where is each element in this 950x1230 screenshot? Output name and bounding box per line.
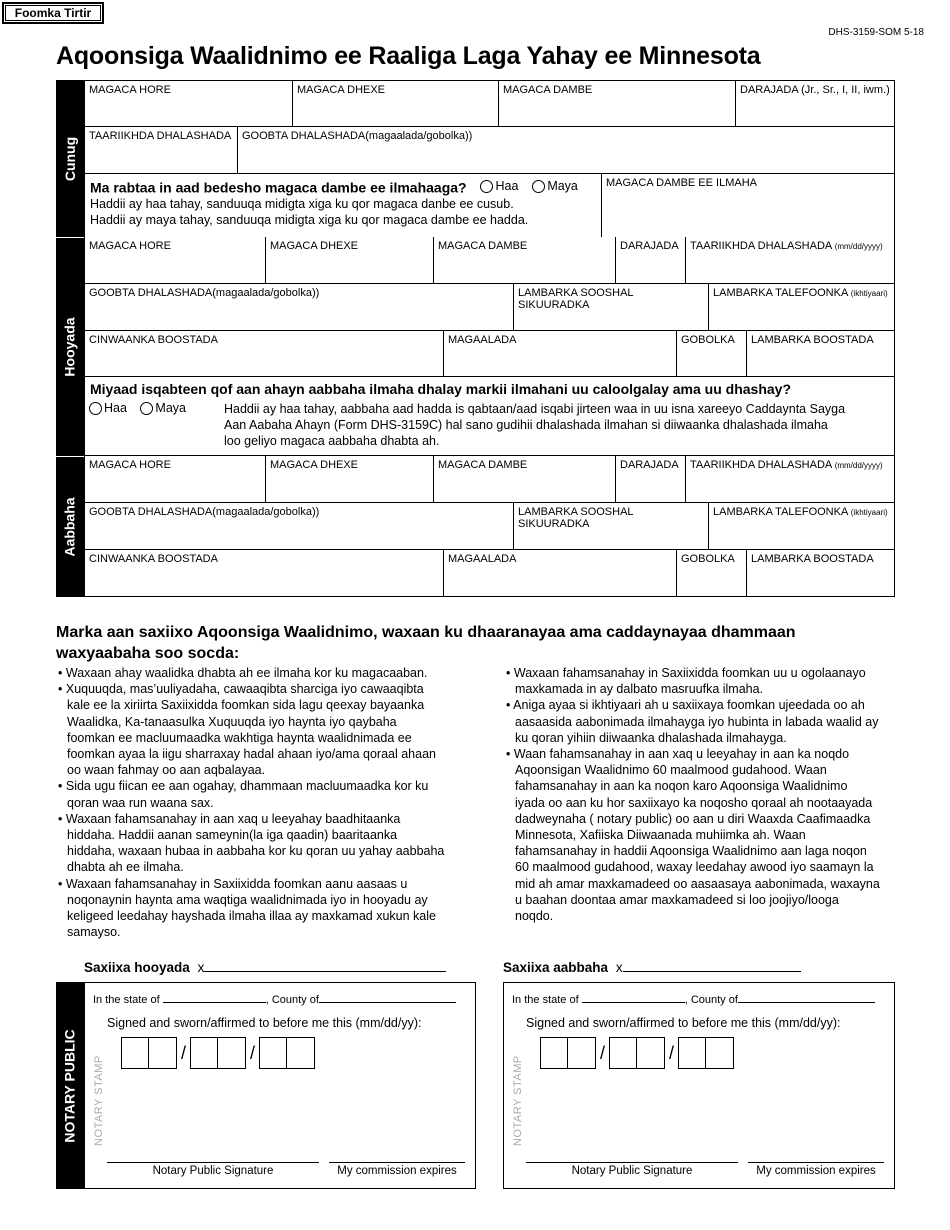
date-box[interactable]: [568, 1037, 596, 1069]
notary-commission-label: My commission expires: [756, 1165, 876, 1177]
notary-signature-line[interactable]: [526, 1162, 738, 1163]
clear-form-button[interactable]: Foomka Tirtir: [2, 2, 104, 24]
radio-circle-icon: [532, 180, 545, 193]
instruction-line: keligeed leedahay hayshada ilmaha illaa ay maxkamad xukun kale: [67, 909, 436, 924]
mother-phone-label: LAMBARKA TALEFOONKA: [713, 287, 848, 299]
child-grid: [84, 80, 895, 237]
child-suffix-field[interactable]: DARAJADA (Jr., Sr., I, II, iwm.): [736, 81, 895, 127]
instructions-heading: [56, 622, 856, 664]
father-birth-date-field[interactable]: [686, 456, 895, 503]
instruction-item: [505, 665, 905, 697]
mother-section-band: [56, 237, 84, 456]
instruction-line: Waxaan ahay waalidka dhabta ah ee ilmaha kor ku magacaaban.: [65, 666, 428, 680]
instruction-line: Waxaan fahamsanahay in aan xaq u leeyahay baadhitaanka: [65, 811, 401, 826]
date-slash: /: [181, 1042, 187, 1063]
father-first-name-field[interactable]: MAGACA HORE: [85, 456, 266, 503]
radio-circle-icon: [89, 402, 102, 415]
form-id: DHS-3159-SOM 5-18: [828, 27, 924, 38]
instruction-item: [505, 697, 905, 746]
mother-marriage-question: [85, 377, 895, 456]
mother-married-yes-radio[interactable]: [89, 401, 127, 415]
father-city-field[interactable]: MAGAALADA: [444, 550, 677, 597]
father-phone-label: LAMBARKA TALEFOONKA: [713, 506, 848, 518]
notary-county-of: , County of: [265, 994, 319, 1006]
date-box[interactable]: [637, 1037, 665, 1069]
date-box[interactable]: [190, 1037, 218, 1069]
instruction-line: mid ah amar maxkamadeed oo aasaasaya aabonimada, waxayna: [515, 876, 880, 891]
instruction-line: noqonaynin haynta ama waqtiga waalidnimada iyo in hooyadu ay: [67, 892, 428, 907]
instruction-line: dhabta ah ee ilmaha.: [67, 860, 184, 875]
mother-notary-stamp-label: NOTARY STAMP: [93, 1055, 105, 1146]
date-box[interactable]: [540, 1037, 568, 1069]
mother-signature-line[interactable]: [204, 960, 446, 972]
mother-zip-field[interactable]: LAMBARKA BOOSTADA: [747, 331, 895, 377]
father-ssn-field[interactable]: LAMBARKA SOOSHAL SIKUURADKA: [514, 503, 709, 550]
mother-signature-x: x: [197, 960, 205, 975]
father-notary-sworn-text: Signed and sworn/affirmed to before me this (mm/dd/yy):: [526, 1016, 841, 1030]
notary-commission-line[interactable]: [329, 1162, 465, 1163]
mother-birth-place-field[interactable]: GOOBTA DHALASHADA(magaalada/gobolka)): [85, 284, 514, 331]
instruction-line: Aniga ayaa si ikhtiyaari ah u saxiixaya foomkan ujeedada oo ah: [513, 698, 865, 713]
instruction-line: Sida ugu fiican ee aan ogahay, dhammaan macluumaadka kor ku: [65, 779, 429, 794]
notary-band-label: NOTARY PUBLIC: [62, 1028, 78, 1143]
instruction-line: Waan fahamsanahay in aan xaq u leeyahay in aan ka noqdo: [513, 747, 850, 762]
mother-grid: [84, 237, 895, 456]
date-box[interactable]: [706, 1037, 734, 1069]
mother-notary-state-county[interactable]: [93, 994, 456, 1006]
father-last-name-field[interactable]: MAGACA DAMBE: [434, 456, 616, 503]
notary-signature-label: Notary Public Signature: [571, 1165, 693, 1177]
father-section-label: Aabbaha: [62, 497, 78, 557]
child-middle-name-field[interactable]: MAGACA DHEXE: [293, 81, 499, 127]
father-birth-place-field[interactable]: GOOBTA DHALASHADA(magaalada/gobolka)): [85, 503, 514, 550]
child-section-band: [56, 80, 84, 237]
mother-question-text: Miyaad isqabteen qof aan ahayn aabbaha ilmaha dhalay markii ilmahani uu caloolgalay ama uu dhashay?: [90, 381, 791, 397]
date-slash: /: [669, 1042, 675, 1063]
mother-notary-date-boxes[interactable]: [121, 1037, 315, 1069]
date-box[interactable]: [259, 1037, 287, 1069]
father-notary-date-boxes[interactable]: [540, 1037, 734, 1069]
mother-signature-row[interactable]: [84, 960, 446, 975]
instruction-line: aasaasida aabonimada ilmahayga iyo hubinta in labada waalid ay: [515, 714, 879, 729]
notary-state-line[interactable]: [163, 994, 266, 1003]
father-notary-stamp-label: NOTARY STAMP: [512, 1055, 524, 1146]
date-slash: /: [250, 1042, 256, 1063]
notary-county-of: , County of: [684, 994, 738, 1006]
instructions-heading-line-1: Marka aan saxiixo Aqoonsiga Waalidnimo, waxaan ku dhaaranayaa ama caddaynayaa dhammaan: [56, 624, 796, 641]
child-surname-question: [85, 174, 602, 238]
mother-address-field[interactable]: CINWAANKA BOOSTADA: [85, 331, 444, 377]
notary-signature-label: Notary Public Signature: [152, 1165, 274, 1177]
instruction-line: ku qoran yihiin diiwaanka dhalashada ilmahayga.: [515, 730, 787, 745]
instruction-item: [57, 665, 477, 681]
notary-county-line[interactable]: [319, 994, 456, 1003]
mother-suffix-field[interactable]: DARAJADA: [616, 237, 686, 284]
instruction-line: Xuquuqda, mas’uuliyadaha, cawaaqibta sharciga iyo cawaaqibta: [65, 682, 424, 697]
child-surname-question-text: Ma rabtaa in aad bedesho magaca dambe ee ilmahaaga?: [90, 179, 467, 196]
child-birth-place-field[interactable]: GOOBTA DHALASHADA(magaalada/gobolka)): [238, 127, 895, 174]
child-last-name-field[interactable]: MAGACA DAMBE: [499, 81, 736, 127]
notary-band: [56, 982, 84, 1189]
father-grid: [84, 456, 895, 597]
child-first-name-field[interactable]: MAGACA HORE: [85, 81, 293, 127]
father-notary-state-county[interactable]: [512, 994, 875, 1006]
instruction-line: Waxaan fahamsanahay in Saxiixidda foomkan uu u ogolaanayo: [513, 666, 866, 680]
radio-circle-icon: [480, 180, 493, 193]
instruction-line: maxkamada in ay dalbato masruufka ilmaha.: [515, 682, 764, 697]
instructions-heading-line-2: waxyaabaha soo socda:: [56, 645, 240, 662]
father-middle-name-field[interactable]: MAGACA DHEXE: [266, 456, 434, 503]
instruction-line: Aqoonsigan Waalidnimo 60 maalmood gudahood. Waan: [515, 763, 827, 778]
instruction-line: fahamsanahay in aan ka noqon karo Aqoonsiga Waalidnimo: [515, 779, 848, 794]
father-birth-date-format: (mm/dd/yyyy): [834, 461, 883, 470]
child-no-label: Maya: [547, 179, 578, 193]
child-new-last-name-field[interactable]: MAGACA DAMBE EE ILMAHA: [602, 174, 895, 238]
instruction-line: Waxaan fahamsanahay in Saxiixidda foomkan aanu aasaas u: [65, 876, 408, 891]
date-box[interactable]: [121, 1037, 149, 1069]
mother-notary-box: [84, 982, 476, 1189]
mother-yes-label: Haa: [104, 401, 127, 415]
page-title: Aqoonsiga Waalidnimo ee Raaliga Laga Yahay ee Minnesota: [56, 42, 761, 70]
child-surname-yes-radio[interactable]: [480, 179, 518, 193]
instructions-right-list: [505, 665, 905, 924]
mother-ssn-field[interactable]: LAMBARKA SOOSHAL SIKUURADKA: [514, 284, 709, 331]
notary-state-of: In the state of: [512, 994, 582, 1006]
instructions-left-list: [57, 665, 477, 940]
father-suffix-field[interactable]: DARAJADA: [616, 456, 686, 503]
father-signature-line[interactable]: [623, 960, 801, 972]
instruction-item: [57, 811, 477, 876]
mother-birth-date-field[interactable]: [686, 237, 895, 284]
instruction-line: kale ee la xiriirta Saxiixidda foomkan sida lagu qeexay bayaanka: [67, 698, 425, 713]
father-phone-field[interactable]: [709, 503, 895, 550]
father-state-field[interactable]: GOBOLKA: [677, 550, 747, 597]
child-note-2: Haddii ay maya tahay, sanduuqa midigta xiga ku qor magaca dambe ee hadda.: [90, 212, 529, 227]
instruction-line: samayso.: [67, 925, 121, 940]
date-box[interactable]: [609, 1037, 637, 1069]
instruction-line: oo waan fahmay oo aan aqbalayaa.: [67, 763, 266, 778]
mother-married-no-radio[interactable]: [140, 401, 186, 415]
instruction-item: [57, 876, 477, 941]
date-box[interactable]: [149, 1037, 177, 1069]
date-box[interactable]: [287, 1037, 315, 1069]
instruction-item: [57, 778, 477, 810]
mother-birth-date-format: (mm/dd/yyyy): [834, 242, 883, 251]
mother-city-field[interactable]: MAGAALADA: [444, 331, 677, 377]
mother-signature-label: Saxiixa hooyada: [84, 960, 190, 975]
father-signature-row[interactable]: [503, 960, 801, 975]
father-signature-x: x: [615, 960, 623, 975]
mother-note-2: Aan Aabaha Ahayn (Form DHS-3159C) hal sano gudihii dhalashada ilmahan si diiwaanka dhalashada ilmaha: [224, 418, 828, 432]
date-box[interactable]: [678, 1037, 706, 1069]
notary-signature-line[interactable]: [107, 1162, 319, 1163]
instruction-item: [505, 746, 905, 924]
father-zip-field[interactable]: LAMBARKA BOOSTADA: [747, 550, 895, 597]
instruction-line: hiddaha. Haddii aanan sameynin(la iga qaadin) baaritaanka: [67, 828, 398, 843]
instruction-line: 60 maalmood gudahood, waxay leedahay awood iyo saamayn la: [515, 860, 874, 875]
date-slash: /: [600, 1042, 606, 1063]
notary-state-of: In the state of: [93, 994, 163, 1006]
instruction-line: foomkan ayaa la iigu sharraxay hadal ahaan iyo/ama qoraal ahaan: [67, 747, 436, 762]
notary-state-line[interactable]: [582, 994, 685, 1003]
instruction-line: fahamsanahay in haddii Aqoonsiga Waalidnimo aan laga noqon: [515, 844, 867, 859]
father-phone-optional: (ikhtiyaari): [850, 508, 888, 517]
instruction-line: Minnesota, Xafiiska Diiwaanada muhiimka ah. Waan: [515, 828, 806, 843]
child-section-label: Cunug: [62, 136, 79, 181]
instruction-item: [57, 681, 477, 778]
instruction-line: foomkan ee macluumaadka wakhtiga haynta waalidnimada ee: [67, 730, 412, 745]
notary-commission-line[interactable]: [748, 1162, 884, 1163]
instruction-line: noqdo.: [515, 909, 554, 924]
instruction-line: iyada oo aan ku hor saxiixayo ka noqosho qoraal ah nootaayada: [515, 795, 873, 810]
instruction-line: dadweynaha ( notary public) oo aan u diri Waaxda Caafimaadka: [515, 811, 871, 826]
instruction-line: u baahan doontaa amar maxkamadeed si loo joojiyo/looga: [515, 892, 839, 907]
father-address-field[interactable]: CINWAANKA BOOSTADA: [85, 550, 444, 597]
mother-note-1: Haddii ay haa tahay, aabbaha aad hadda is qabtaan/aad isqabi jirteen waa in uu isna xareeyo Caddaynta Sayga: [224, 402, 846, 416]
date-box[interactable]: [218, 1037, 246, 1069]
mother-middle-name-field[interactable]: MAGACA DHEXE: [266, 237, 434, 284]
mother-state-field[interactable]: GOBOLKA: [677, 331, 747, 377]
father-birth-date-label: TAARIIKHDA DHALASHADA: [690, 459, 832, 471]
father-notary-box: [503, 982, 895, 1189]
mother-phone-optional: (ikhtiyaari): [850, 289, 888, 298]
father-section-band: [56, 456, 84, 597]
mother-notary-sworn-text: Signed and sworn/affirmed to before me this (mm/dd/yy):: [107, 1016, 422, 1030]
instruction-line: hiddaha, waxaan hubaa in aabbaha kor ku qoran uu yahay aabbaha: [67, 844, 445, 859]
radio-circle-icon: [140, 402, 153, 415]
mother-section-label: Hooyada: [62, 317, 78, 377]
mother-last-name-field[interactable]: MAGACA DAMBE: [434, 237, 616, 284]
notary-county-line[interactable]: [738, 994, 875, 1003]
mother-no-label: Maya: [155, 401, 186, 415]
instruction-line: Waalidka, Ka-tanaasulka Xuquuqda iyo haynta iyo qaybaha: [67, 714, 397, 729]
notary-commission-label: My commission expires: [337, 1165, 457, 1177]
mother-phone-field[interactable]: [709, 284, 895, 331]
mother-birth-date-label: TAARIIKHDA DHALASHADA: [690, 240, 832, 252]
child-yes-label: Haa: [495, 179, 519, 193]
child-note-1: Haddii ay haa tahay, sanduuqa midigta xiga ku qor magaca danbe ee cusub.: [90, 196, 514, 211]
mother-note-3: loo geliyo magaca aabbaha dhabta ah.: [224, 434, 440, 448]
mother-first-name-field[interactable]: MAGACA HORE: [85, 237, 266, 284]
child-birth-date-field[interactable]: TAARIIKHDA DHALASHADA: [85, 127, 238, 174]
father-signature-label: Saxiixa aabbaha: [503, 960, 609, 975]
instruction-line: qoran waa run waana sax.: [67, 795, 214, 810]
child-surname-no-radio[interactable]: [532, 179, 578, 193]
